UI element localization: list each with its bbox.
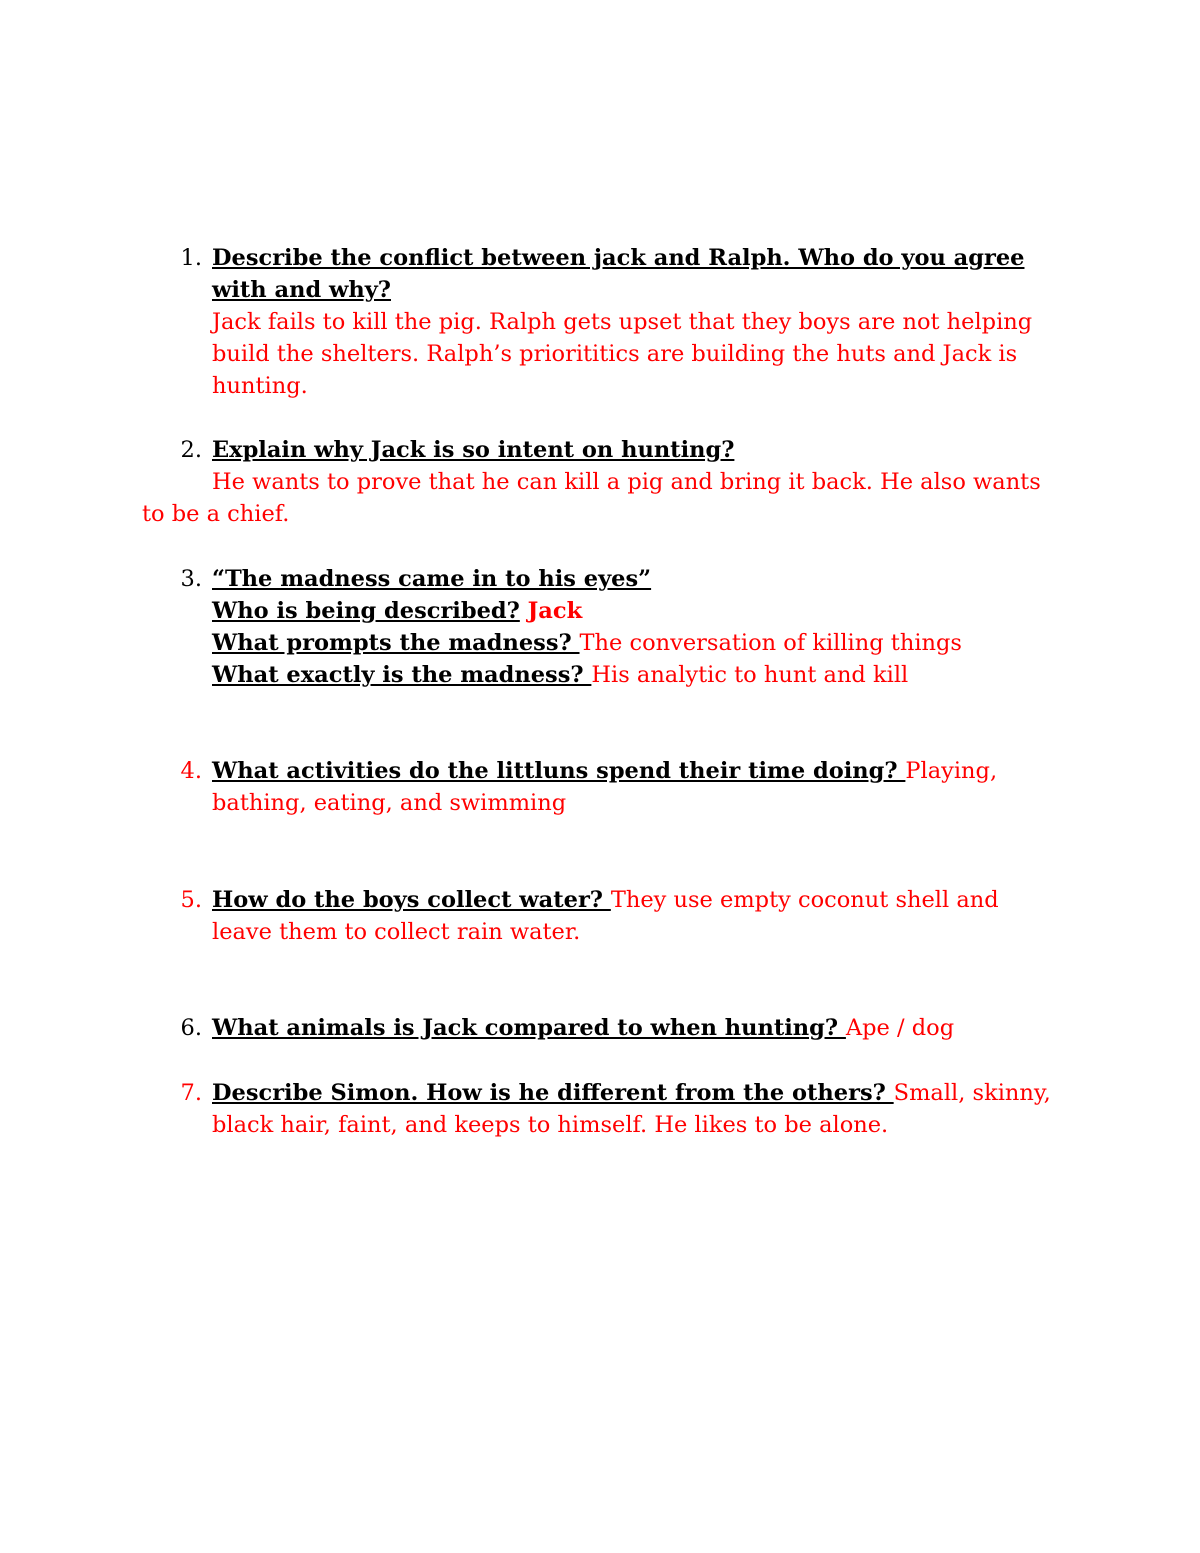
question-1-line-1 (212, 242, 1024, 274)
item-number: 7. (180, 1080, 202, 1106)
item-number: 5. (180, 887, 202, 913)
item-number: 2. (180, 437, 202, 463)
answer-5-line-2: leave them to collect rain water. (212, 919, 581, 945)
quote-3 (212, 563, 651, 595)
answer-text: His analytic to hunt and kill (591, 662, 909, 688)
question-text: Describe Simon. How is he different from the others? (212, 1080, 894, 1106)
answer-7-line-2: black hair, faint, and keeps to himself. He likes to be alone. (212, 1112, 889, 1138)
answer-1-line-2: build the shelters. Ralph’s priorititics are building the huts and Jack is (212, 341, 1018, 367)
answer-1-line-1: Jack fails to kill the pig. Ralph gets upset that they boys are not helping (212, 309, 1033, 335)
question-text: What exactly is the madness? (212, 662, 592, 688)
answer-2-line-1: He wants to prove that he can kill a pig and bring it back. He also wants (212, 469, 1041, 495)
question-text: with and why? (212, 277, 391, 303)
question-text: What prompts the madness? (212, 630, 580, 656)
answer-4-line-2: bathing, eating, and swimming (212, 790, 567, 816)
answer-text: Jack (519, 598, 583, 624)
question-text: What animals is Jack compared to when hunting? (212, 1015, 846, 1041)
item-number: 6. (180, 1015, 202, 1041)
answer-text: The conversation of killing things (579, 630, 962, 656)
answer-1-line-3: hunting. (212, 373, 308, 399)
question-text: Describe the conflict between jack and Ralph. Who do you agree (212, 245, 1025, 271)
question-5 (212, 884, 999, 916)
question-text: Explain why Jack is so intent on hunting? (212, 437, 735, 463)
sub-question-3c (212, 659, 908, 691)
question-text: What activities do the littluns spend their time doing? (212, 758, 906, 784)
question-6 (212, 1012, 954, 1044)
answer-text: They use empty coconut shell and (610, 887, 999, 913)
sub-question-3a (212, 595, 582, 627)
quote-text: “The madness came in to his eyes” (212, 566, 652, 592)
item-number: 1. (180, 245, 202, 271)
answer-text: Ape / dog (845, 1015, 955, 1041)
question-2 (212, 434, 734, 466)
question-7 (212, 1077, 1051, 1109)
item-number: 3. (180, 566, 202, 592)
sub-question-3b (212, 627, 962, 659)
answer-text: Playing, (905, 758, 998, 784)
answer-2-line-2: to be a chief. (142, 501, 290, 527)
question-1-line-2 (212, 274, 391, 306)
answer-text: Small, skinny, (893, 1080, 1051, 1106)
question-text: Who is being described? (212, 598, 520, 624)
item-number: 4. (180, 758, 202, 784)
question-4 (212, 755, 997, 787)
question-text: How do the boys collect water? (212, 887, 611, 913)
